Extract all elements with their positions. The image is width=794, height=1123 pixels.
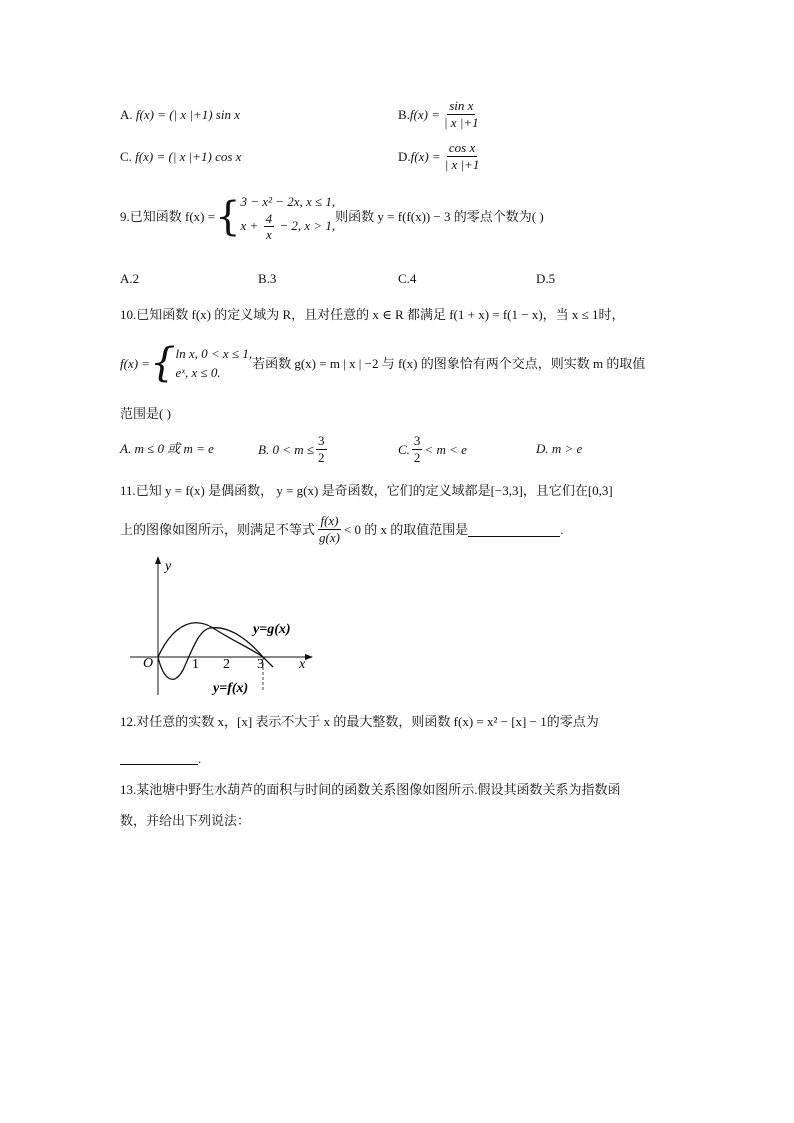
option-lhs: f(x) = xyxy=(410,148,441,164)
q12-line-1: 12.对任意的实数 x，[x] 表示不大于 x 的最大整数，则函数 f(x) = x² − [x] − 1的零点为 xyxy=(120,714,599,729)
piecewise-lhs: f(x) = xyxy=(120,355,151,371)
q13-line-2: 数，并给出下列说法： xyxy=(120,813,251,828)
q9-option-a: A.2 xyxy=(120,271,140,286)
option-fraction xyxy=(443,141,482,171)
function-graph xyxy=(125,550,325,700)
option-label: B. xyxy=(398,106,410,122)
q11-line-2 xyxy=(120,514,564,544)
option-label: D. xyxy=(398,148,411,164)
q8-option-a xyxy=(120,108,240,121)
tick-label: 3 xyxy=(257,657,264,672)
case-1: ln x, 0 < x ≤ 1, xyxy=(175,345,253,361)
fraction-numerator: 3 xyxy=(318,433,325,448)
piecewise-brace: { xyxy=(215,193,241,240)
q10-line-2: 若函数 g(x) = m | x | −2 与 f(x) 的图象恰有两个交点，则实数 m 的取值 xyxy=(252,355,646,371)
piecewise-brace: { xyxy=(150,340,176,386)
q12-line-2 xyxy=(120,750,201,765)
case-part: x + xyxy=(240,217,262,233)
q8-option-d xyxy=(398,141,483,171)
case-2: eˣ, x ≤ 0. xyxy=(175,365,221,380)
q11-text: < 0 的 x 的取值范围是 xyxy=(343,521,469,537)
tick-label: 1 xyxy=(192,657,199,672)
q10-option-a: A. m ≤ 0 或 m = e xyxy=(120,441,214,456)
x-axis-label: x xyxy=(299,657,306,672)
fraction-denominator: 2 xyxy=(413,449,421,465)
fraction-numerator: 3 xyxy=(413,433,421,448)
fraction-denominator: g(x) xyxy=(319,529,340,545)
q9-option-b: B.3 xyxy=(258,271,277,286)
question-stem: 9.已知函数 f(x) = xyxy=(120,209,216,225)
option-expr: f(x) = (| x |+1) cos x xyxy=(135,149,242,164)
case-2 xyxy=(241,212,336,242)
fraction-denominator: x xyxy=(265,227,272,243)
fraction-numerator: f(x) xyxy=(320,513,339,528)
fraction-numerator: sin x xyxy=(449,98,474,113)
q8-option-b xyxy=(398,99,483,129)
period: . xyxy=(560,521,564,537)
q9-option-c: C.4 xyxy=(398,271,417,286)
option-label: A. xyxy=(120,107,136,122)
option-label: C. xyxy=(120,149,136,164)
y-axis-label: y xyxy=(165,559,172,574)
answer-blank[interactable] xyxy=(120,750,198,765)
fraction-denominator: | x |+1 xyxy=(444,156,480,172)
q11-line-1: 11.已知 y = f(x) 是偶函数， y = g(x) 是奇函数，它们的定义域都是[−3,3]，且它们在[0,3] xyxy=(120,483,613,498)
fraction-denominator: | x |+1 xyxy=(443,114,479,130)
q10-option-b xyxy=(258,434,329,464)
period: . xyxy=(198,751,202,766)
curve-f-label: y=f(x) xyxy=(213,681,249,696)
q10-option-d: D. m > e xyxy=(536,441,583,456)
q11-text: 上的图像如图所示，则满足不等式 xyxy=(120,521,316,537)
question-9 xyxy=(120,192,544,242)
q10-line-3: 范围是( ) xyxy=(120,406,171,421)
case-1: 3 − x² − 2x, x ≤ 1, xyxy=(240,194,336,209)
fraction-numerator: 4 xyxy=(265,210,273,226)
x-axis-arrow-icon xyxy=(305,654,313,660)
origin-label: O xyxy=(143,656,154,671)
y-axis-arrow-icon xyxy=(155,556,161,564)
q10-option-c xyxy=(398,434,467,464)
piecewise-cases xyxy=(241,192,336,242)
tick-label: 2 xyxy=(223,657,230,672)
option-text: C. xyxy=(398,441,410,457)
fraction-numerator: cos x xyxy=(448,140,476,155)
case-part: − 2, x > 1, xyxy=(276,217,336,233)
fraction-denominator: 2 xyxy=(318,449,325,465)
option-text: B. 0 < m ≤ xyxy=(258,441,314,457)
option-expr: f(x) = (| x |+1) sin x xyxy=(135,107,240,122)
piecewise-cases xyxy=(176,344,253,383)
option-lhs: f(x) = xyxy=(409,106,440,122)
option-fraction xyxy=(442,99,481,129)
q9-option-d: D.5 xyxy=(536,271,556,286)
answer-blank[interactable] xyxy=(468,522,560,537)
curve-g-label: y=g(x) xyxy=(253,622,291,637)
q13-line-1: 13.某池塘中野生水葫芦的面积与时间的函数关系图像如图所示.假设其函数关系为指数函 xyxy=(120,782,621,797)
q8-option-c xyxy=(120,150,241,163)
question-tail: 则函数 y = f(f(x)) − 3 的零点个数为( ) xyxy=(335,209,544,225)
q10-piecewise xyxy=(120,340,646,386)
option-text: < m < e xyxy=(424,441,467,457)
q10-line-1: 10.已知函数 f(x) 的定义域为 R，且对任意的 x ∈ R 都满足 f(1 + x) = f(1 − x)，当 x ≤ 1时， xyxy=(120,307,625,322)
